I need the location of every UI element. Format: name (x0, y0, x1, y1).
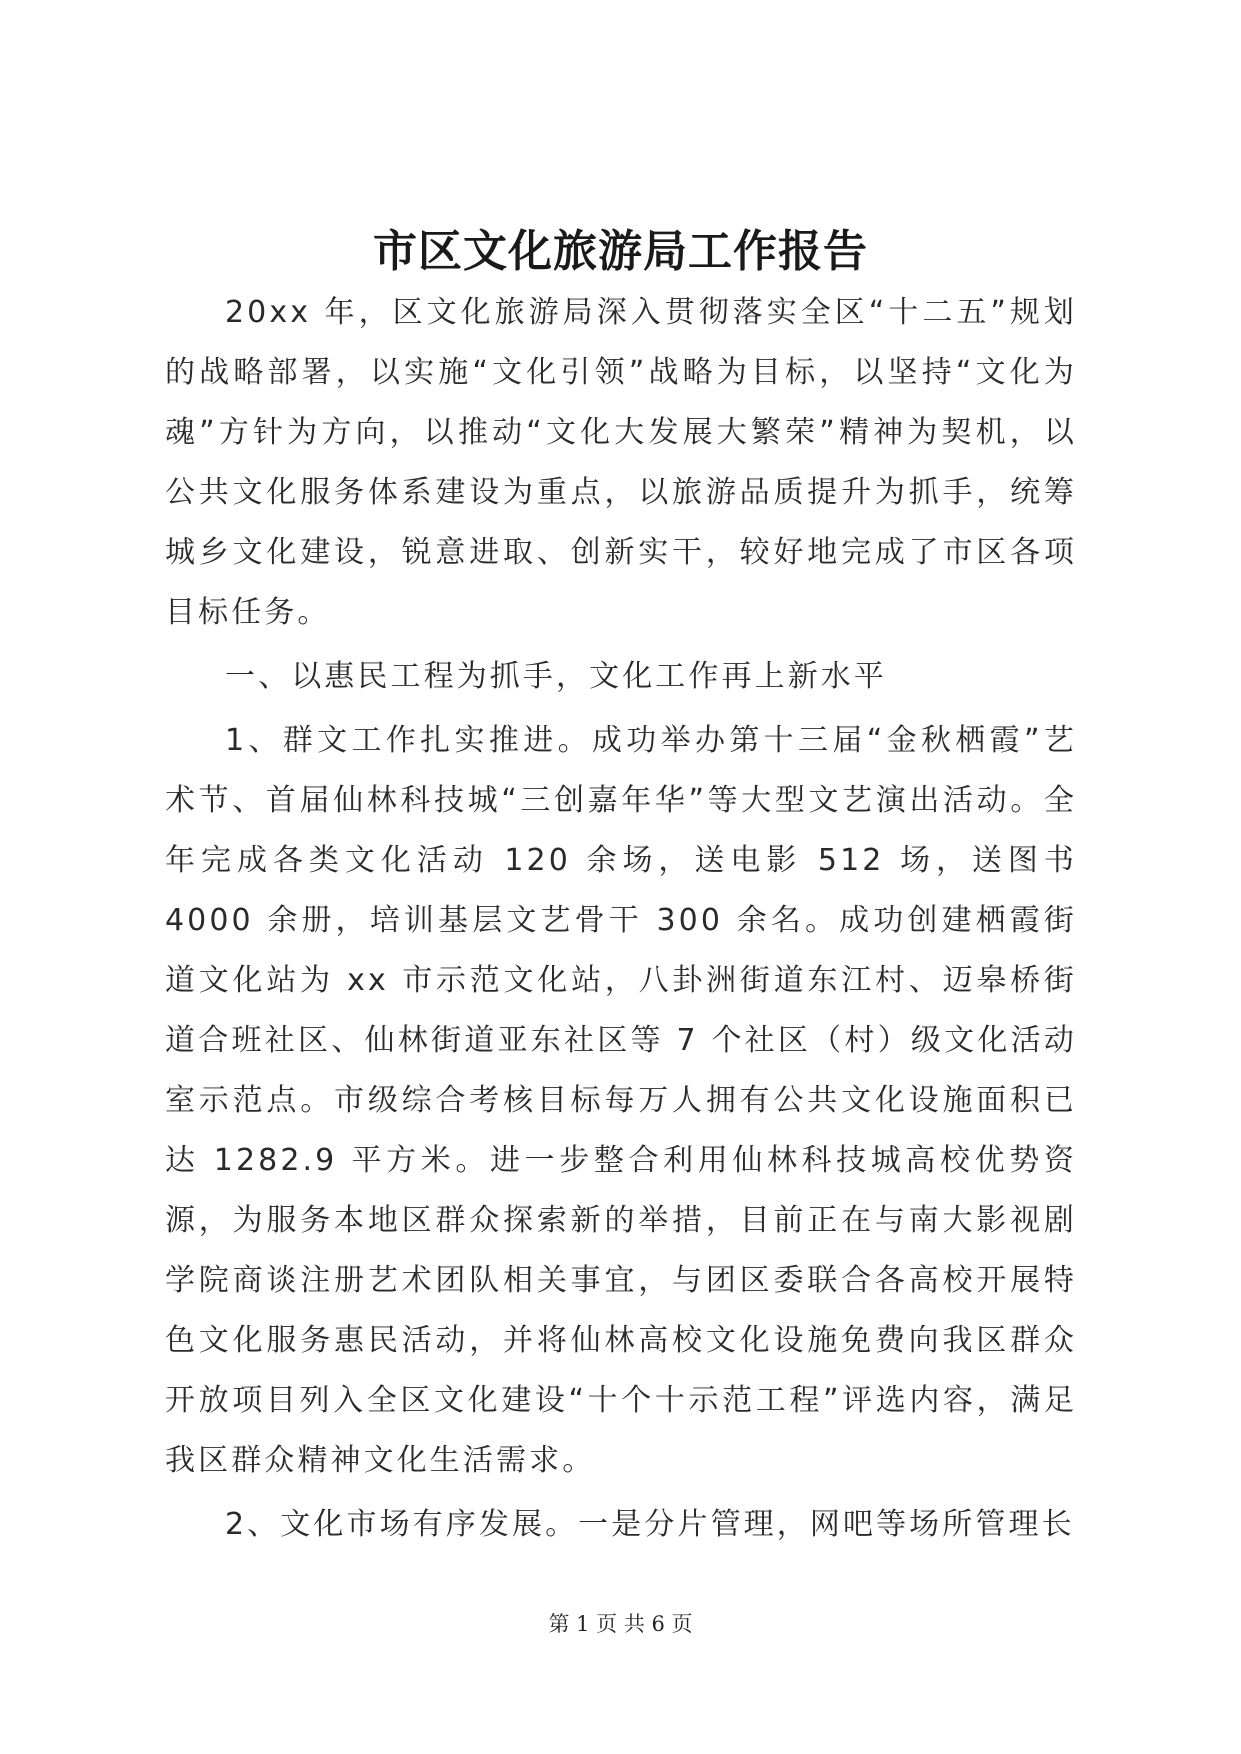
document-body (165, 283, 1077, 1555)
paragraph-item-2: 2、文化市场有序发展。一是分片管理，网吧等场所管理长 (225, 1507, 1075, 1542)
section-heading: 一、以惠民工程为抓手，文化工作再上新水平 (225, 659, 887, 694)
paragraph-intro: 20xx 年，区文化旅游局深入贯彻落实全区“十二五”规划的战略部署，以实施“文化引领”战略为目标，以坚持“文化为魂”方针为方向，以推动“文化大发展大繁荣”精神为契机，以公共文化服务体系建设为重点，以旅游品质提升为抓手，统筹城乡文化建设，锐意进取、创新实干，较好地完成了市区各项目标任务。 (165, 295, 1077, 630)
page-number-footer: 第 1 页 共 6 页 (548, 1612, 693, 1636)
paragraph-item-1: 1、群文工作扎实推进。成功举办第十三届“金秋栖霞”艺术节、首届仙林科技城“三创嘉年华”等大型文艺演出活动。全年完成各类文化活动 120 余场，送电影 512 场，送图书 4000 余册，培训基层文艺骨干 300 余名。成功创建栖霞街道文化站为 xx 市示范文化站，八卦洲街道东江村、迈皋桥街道合班社区、仙林街道亚东社区等 7 个社区（村）级文化活动室示范点。市级综合考核目标每万人拥有公共文化设施面积已达 1282.9 平方米。进一步整合利用仙林科技城高校优势资源，为服务本地区群众探索新的举措，目前正在与南大影视剧学院商谈注册艺术团队相关事宜，与团区委联合各高校开展特色文化服务惠民活动，并将仙林高校文化设施免费向我区群众开放项目列入全区文化建设“十个十示范工程”评选内容，满足我区群众精神文化生活需求。 (165, 723, 1077, 1478)
document-title: 市区文化旅游局工作报告 (373, 226, 868, 277)
